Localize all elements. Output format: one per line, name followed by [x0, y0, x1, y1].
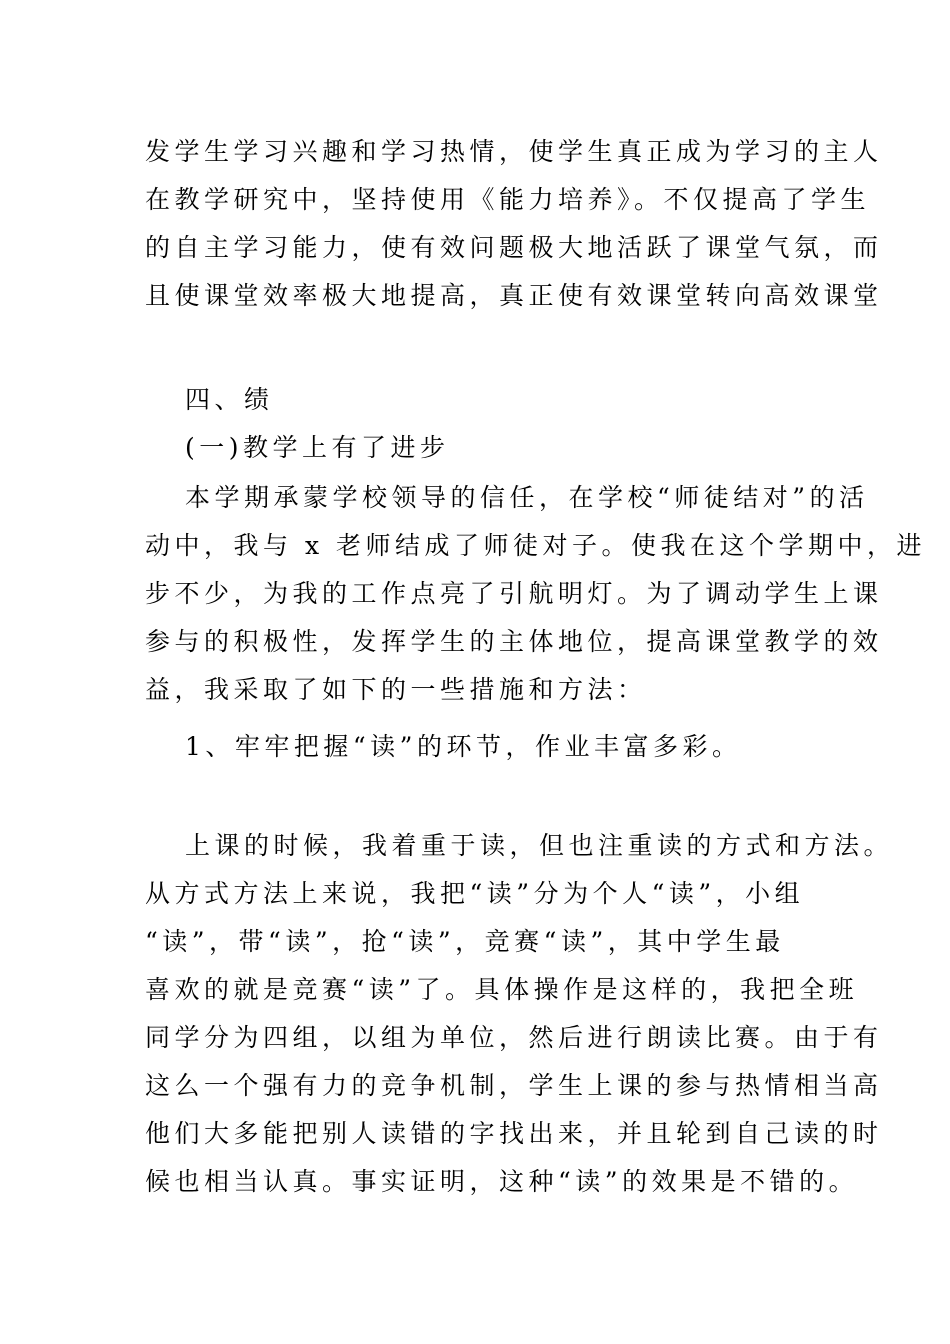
- text-line: “读”，带“读”，抢“读”，竞赛“读”，其中学生最: [145, 927, 785, 956]
- text-line: 在教学研究中，坚持使用《能力培养》。不仅提高了学生: [145, 185, 871, 214]
- text-line: 喜欢的就是竞赛“读”了。具体操作是这样的，我把全班: [145, 975, 859, 1004]
- subsection-heading: (一)教学上有了进步: [185, 433, 450, 462]
- text-line: 上课的时候，我着重于读，但也注重读的方式和方法。: [185, 831, 894, 860]
- text-line: 参与的积极性，发挥学生的主体地位，提高课堂教学的效: [145, 627, 883, 656]
- text-line: 且使课堂效率极大地提高，真正使有效课堂转向高效课堂: [145, 281, 883, 310]
- text-line: 发学生学习兴趣和学习热情，使学生真正成为学习的主人: [145, 137, 883, 166]
- text-line: 这么一个强有力的竞争机制，学生上课的参与热情相当高: [145, 1071, 883, 1100]
- section-heading: 四、绩: [185, 385, 274, 414]
- text-line: 候也相当认真。事实证明，这种“读”的效果是不错的。: [145, 1167, 859, 1196]
- text-line: 步不少，为我的工作点亮了引航明灯。为了调动学生上课: [145, 579, 883, 608]
- text-line: 的自主学习能力，使有效问题极大地活跃了课堂气氛，而: [145, 233, 883, 262]
- text-line: 动中，我与 x 老师结成了师徒对子。使我在这个学期中，进: [145, 531, 926, 560]
- paragraph-mentorship: [145, 474, 926, 714]
- text-line: 从方式方法上来说，我把“读”分为个人“读”，小组: [145, 879, 805, 908]
- paragraph-classroom-efficiency: [145, 128, 883, 320]
- paragraph-reading-methods: [145, 822, 894, 1206]
- text-line: 他们大多能把别人读错的字找出来，并且轮到自己读的时: [145, 1119, 883, 1148]
- text-line: 益，我采取了如下的一些措施和方法：: [145, 675, 647, 704]
- list-item-reading: 1、牢牢把握“读”的环节，作业丰富多彩。: [185, 732, 742, 761]
- text-line: 本学期承蒙学校领导的信任，在学校“师徒结对”的活: [185, 483, 869, 512]
- text-line: 同学分为四组，以组为单位，然后进行朗读比赛。由于有: [145, 1023, 883, 1052]
